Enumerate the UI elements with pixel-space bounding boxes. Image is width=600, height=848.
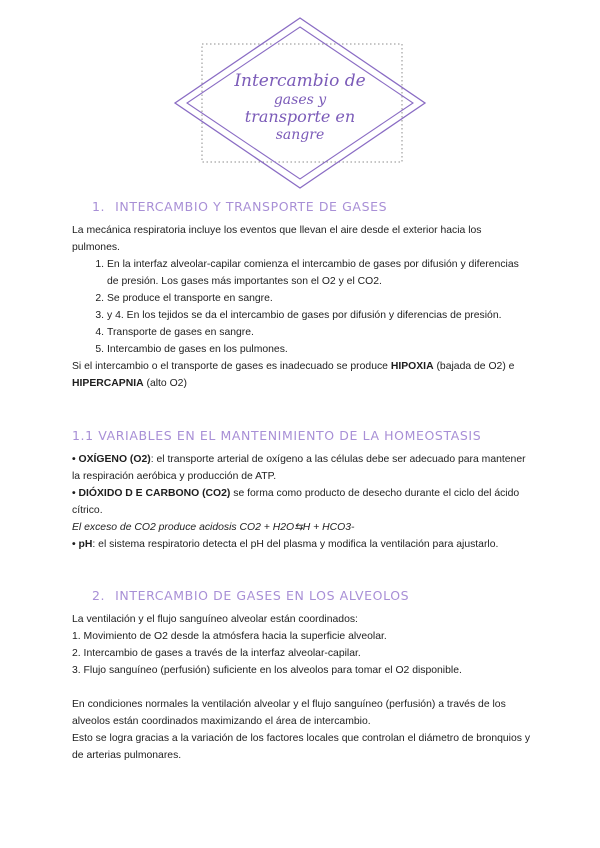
list-item: 2. Intercambio de gases a través de la interfaz alveolar-capilar. <box>72 648 361 659</box>
acidosis-formula: El exceso de CO2 produce acidosis CO2 + H2O⇆H + HCO3- <box>72 522 355 533</box>
section-1-body <box>72 222 532 392</box>
title-banner <box>0 0 600 190</box>
section-1-1-heading: 1.1 VARIABLES EN EL MANTENIMIENTO DE LA HOMEOSTASIS <box>72 428 482 443</box>
section-2-heading <box>92 588 409 603</box>
ph-paragraph: • pH: el sistema respiratorio detecta el pH del plasma y modifica la ventilación para ajustarlo. <box>72 539 499 550</box>
list-item: 4. Transporte de gases en sangre. <box>95 327 254 338</box>
section-2-intro: La ventilación y el flujo sanguíneo alveolar están coordinados: <box>72 614 358 625</box>
title-line-4: sangre <box>275 127 325 143</box>
section-2-paragraph-1: En condiciones normales la ventilación alveolar y el flujo sanguíneo (perfusión) a través de los alveolos están coordinados maximizando el área de intercambio. <box>72 699 506 727</box>
section-1-intro: La mecánica respiratoria incluye los eventos que llevan el aire desde el exterior hacia los pulmones. <box>72 225 482 253</box>
co2-paragraph: • DIÓXIDO D E CARBONO (CO2) se forma como producto de desecho durante el ciclo del ácido cítrico. <box>72 488 520 516</box>
list-item: 3. Flujo sanguíneo (perfusión) suficiente en los alveolos para tomar el O2 disponible. <box>72 665 462 676</box>
section-2-title: INTERCAMBIO DE GASES EN LOS ALVEOLOS <box>115 588 410 603</box>
section-2-list <box>72 628 532 679</box>
section-2-paragraph-2: Esto se logra gracias a la variación de los factores locales que controlan el diámetro de bronquios y de arterias pulmonares. <box>72 733 531 761</box>
section-1-closing: Si el intercambio o el transporte de gases es inadecuado se produce HIPOXIA (bajada de O2) e HIPERCAPNIA (alto O2) <box>72 361 515 389</box>
oxigeno-paragraph: • OXÍGENO (O2): el transporte arterial de oxígeno a las células debe ser adecuado para mantener la respiración aeróbica y producción de ATP. <box>72 454 526 482</box>
section-1-list <box>72 256 532 358</box>
section-1-title: INTERCAMBIO Y TRANSPORTE DE GASES <box>115 199 388 214</box>
list-item: 1. Movimiento de O2 desde la atmósfera hacia la superficie alveolar. <box>72 631 387 642</box>
section-1-number: 1. <box>92 199 106 214</box>
section-1-1-body <box>72 451 532 553</box>
section-2-number: 2. <box>92 588 106 603</box>
section-1-heading <box>92 199 387 214</box>
list-item: 5. Intercambio de gases en los pulmones. <box>95 344 288 355</box>
list-item: 2. Se produce el transporte en sangre. <box>95 293 273 304</box>
list-item: 3. y 4. En los tejidos se da el intercambio de gases por difusión y diferencias de presión. <box>95 310 502 321</box>
list-item: 1. En la interfaz alveolar-capilar comienza el intercambio de gases por difusión y diferencias de presión. Los gases más importantes son el O2 y el CO2. <box>95 259 519 287</box>
spacer <box>72 679 532 696</box>
title-line-1: Intercambio de <box>234 71 366 91</box>
title-line-3: transporte en <box>244 107 356 126</box>
section-2-body <box>72 611 532 764</box>
title-line-2: gases y <box>273 92 327 108</box>
